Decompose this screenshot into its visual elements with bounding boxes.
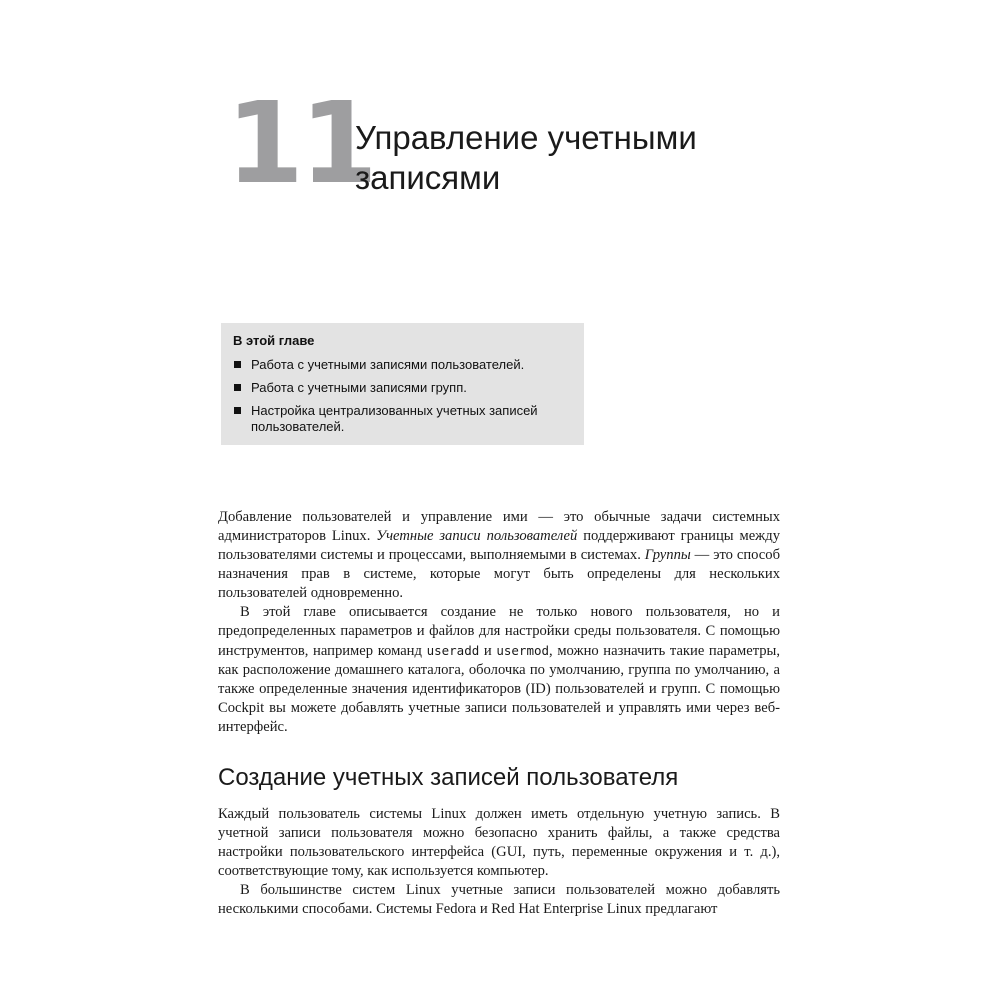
section-paragraph-1: Каждый пользователь системы Linux должен иметь отдельную учетную запись. В учетной записи пользователя можно безопасно хранить файлы, а также средства настройки пользовательского интерфейса (GUI, путь, переменные окружения и т. д.), соответствующие тому, как используется компьютер. xyxy=(218,806,780,879)
text-run: и xyxy=(479,643,497,659)
contents-item xyxy=(233,403,572,435)
intro-text xyxy=(218,508,780,737)
square-bullet-icon xyxy=(234,384,241,391)
chapter-title xyxy=(355,118,775,198)
command-usermod: usermod xyxy=(496,643,550,658)
text-run: В этой главе описывается создание не только нового пользователя, но и предопределенных параметров и файлов для настройки среды пользователя. С помощью инструментов, например команд xyxy=(218,604,780,659)
chapter-number: 11 xyxy=(226,79,374,209)
contents-item-text: Настройка централизованных учетных записей пользователей. xyxy=(251,403,538,434)
intro-paragraph-1 xyxy=(218,508,780,603)
section-text xyxy=(218,805,780,919)
command-useradd: useradd xyxy=(426,643,480,658)
contents-item xyxy=(233,357,572,373)
term-user-accounts: Учетные записи пользователей xyxy=(376,528,578,544)
term-groups: Группы xyxy=(644,547,691,563)
contents-heading: В этой главе xyxy=(233,333,315,348)
section-heading: Создание учетных записей пользователя xyxy=(218,764,679,791)
chapter-title-line1: Управление учетными xyxy=(355,119,697,156)
contents-item xyxy=(233,380,572,396)
text-run: , можно назначить такие параметры, как расположение домашнего каталога, оболочка по умолчанию, группа по умолчанию, а также определенные значения идентификаторов (ID) пользователей и групп. С помощью Cockpit вы можете добавлять учетные записи пользователей и управлять ими через веб-интерфейс. xyxy=(218,643,781,735)
square-bullet-icon xyxy=(234,407,241,414)
contents-list xyxy=(233,357,572,435)
contents-item-text: Работа с учетными записями групп. xyxy=(251,380,467,395)
text-run: Добавление пользователей и управление ими — это обычные задачи системных администраторов Linux. xyxy=(218,509,780,544)
contents-item-text: Работа с учетными записями пользователей. xyxy=(251,357,525,372)
chapter-title-line2: записями xyxy=(355,159,501,196)
intro-paragraph-2 xyxy=(218,603,780,737)
text-run: — это способ назначения прав в системе, которые могут быть определены для нескольких пользователей одновременно. xyxy=(218,547,780,601)
square-bullet-icon xyxy=(234,361,241,368)
chapter-contents-box xyxy=(221,323,584,445)
section-paragraph-2: В большинстве систем Linux учетные записи пользователей можно добавлять несколькими способами. Системы Fedora и Red Hat Enterprise Linux предлагают xyxy=(218,882,780,917)
text-run: поддерживают границы между пользователями системы и процессами, выполняемыми в системах. xyxy=(218,528,780,563)
